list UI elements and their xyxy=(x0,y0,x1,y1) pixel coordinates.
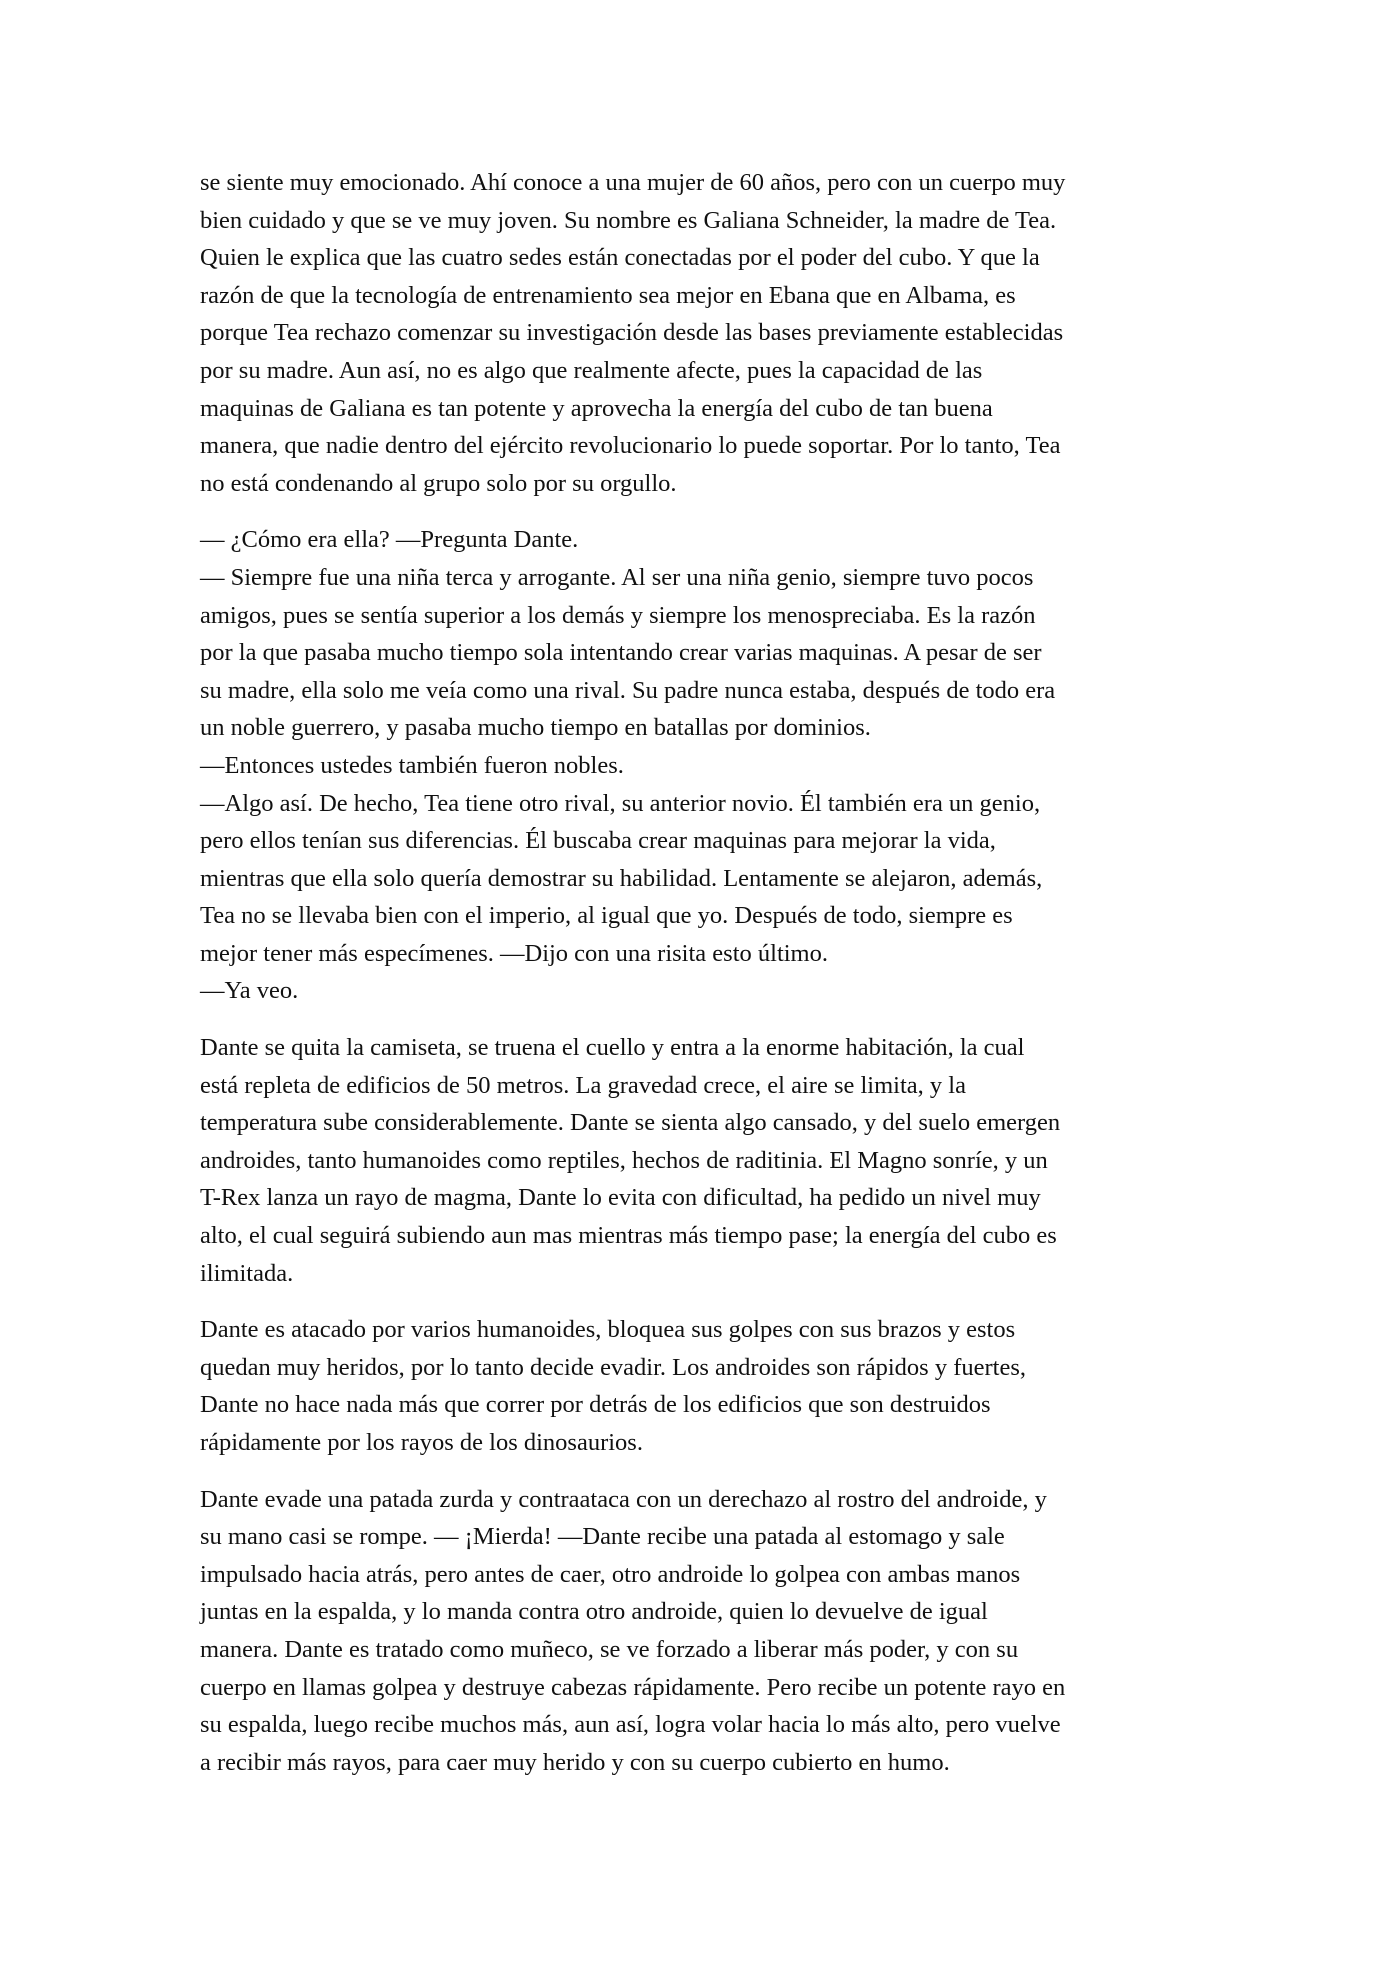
dialogue-block xyxy=(200,521,1230,1010)
dialogue-line: pero ellos tenían sus diferencias. Él buscaba crear maquinas para mejorar la vida, xyxy=(200,827,996,855)
paragraph-5 xyxy=(200,1481,1230,1782)
text-line: maquinas de Galiana es tan potente y aprovecha la energía del cubo de tan buena xyxy=(200,394,993,422)
dialogue-line: —Ya veo. xyxy=(200,977,299,1005)
text-line: temperatura sube considerablemente. Dante se sienta algo cansado, y del suelo emergen xyxy=(200,1109,1061,1137)
dialogue-line: por la que pasaba mucho tiempo sola intentando crear varias maquinas. A pesar de ser xyxy=(200,639,1042,667)
dialogue-line: un noble guerrero, y pasaba mucho tiempo en batallas por dominios. xyxy=(200,714,871,742)
text-line: androides, tanto humanoides como reptiles, hechos de raditinia. El Magno sonríe, y un xyxy=(200,1146,1048,1174)
dialogue-line: amigos, pues se sentía superior a los demás y siempre los menospreciaba. Es la razón xyxy=(200,601,1036,629)
text-line: se siente muy emocionado. Ahí conoce a una mujer de 60 años, pero con un cuerpo muy xyxy=(200,169,1066,196)
dialogue-line: mientras que ella solo quería demostrar su habilidad. Lentamente se alejaron, además, xyxy=(200,864,1043,892)
text-line: está repleta de edificios de 50 metros. La gravedad crece, el aire se limita, y la xyxy=(200,1071,966,1099)
text-line: ilimitada. xyxy=(200,1259,294,1287)
text-line: porque Tea rechazo comenzar su investigación desde las bases previamente establecidas xyxy=(200,319,1064,347)
text-line: Dante no hace nada más que correr por detrás de los edificios que son destruidos xyxy=(200,1391,991,1419)
text-line: T-Rex lanza un rayo de magma, Dante lo evita con dificultad, ha pedido un nivel muy xyxy=(200,1184,1041,1212)
text-line: impulsado hacia atrás, pero antes de caer, otro androide lo golpea con ambas manos xyxy=(200,1560,1021,1588)
dialogue-line: su madre, ella solo me veía como una rival. Su padre nunca estaba, después de todo era xyxy=(200,676,1056,704)
text-line: manera. Dante es tratado como muñeco, se ve forzado a liberar más poder, y con su xyxy=(200,1635,1019,1663)
text-line: su mano casi se rompe. — ¡Mierda! —Dante recibe una patada al estomago y sale xyxy=(200,1523,1005,1551)
dialogue-line: —Entonces ustedes también fueron nobles. xyxy=(200,751,624,779)
paragraph-3 xyxy=(200,1029,1230,1292)
text-line: rápidamente por los rayos de los dinosaurios. xyxy=(200,1429,643,1456)
text-line: Dante evade una patada zurda y contraataca con un derechazo al rostro del androide, y xyxy=(200,1485,1047,1513)
text-line: por su madre. Aun así, no es algo que realmente afecte, pues la capacidad de las xyxy=(200,356,983,384)
text-line: cuerpo en llamas golpea y destruye cabezas rápidamente. Pero recibe un potente rayo en xyxy=(200,1673,1066,1701)
dialogue-line: mejor tener más especímenes. —Dijo con una risita esto último. xyxy=(200,939,828,967)
dialogue-line: — Siempre fue una niña terca y arrogante. Al ser una niña genio, siempre tuvo pocos xyxy=(200,563,1034,591)
text-line: quedan muy heridos, por lo tanto decide evadir. Los androides son rápidos y fuertes, xyxy=(200,1353,1026,1381)
text-line: razón de que la tecnología de entrenamiento sea mejor en Ebana que en Albama, es xyxy=(200,281,1016,309)
document-page xyxy=(200,164,1230,1800)
text-line: juntas en la espalda, y lo manda contra otro androide, quien lo devuelve de igual xyxy=(200,1598,988,1626)
text-line: alto, el cual seguirá subiendo aun mas mientras más tiempo pase; la energía del cubo es xyxy=(200,1222,1057,1250)
text-line: manera, que nadie dentro del ejército revolucionario lo puede soportar. Por lo tanto, Tea xyxy=(200,432,1061,460)
dialogue-line: Tea no se llevaba bien con el imperio, al igual que yo. Después de todo, siempre es xyxy=(200,902,1013,930)
dialogue-line: — ¿Cómo era ella? —Pregunta Dante. xyxy=(200,526,579,554)
paragraph-4 xyxy=(200,1311,1230,1461)
text-line: a recibir más rayos, para caer muy herido y con su cuerpo cubierto en humo. xyxy=(200,1748,950,1776)
text-line: su espalda, luego recibe muchos más, aun así, logra volar hacia lo más alto, pero vuelve xyxy=(200,1711,1061,1739)
text-line: Dante se quita la camiseta, se truena el cuello y entra a la enorme habitación, la cual xyxy=(200,1034,1025,1062)
text-line: no está condenando al grupo solo por su orgullo. xyxy=(200,469,677,497)
text-line: bien cuidado y que se ve muy joven. Su nombre es Galiana Schneider, la madre de Tea. xyxy=(200,206,1057,234)
text-line: Dante es atacado por varios humanoides, bloquea sus golpes con sus brazos y estos xyxy=(200,1316,1016,1344)
dialogue-line: —Algo así. De hecho, Tea tiene otro rival, su anterior novio. Él también era un genio, xyxy=(200,789,1041,817)
text-line: Quien le explica que las cuatro sedes están conectadas por el poder del cubo. Y que la xyxy=(200,244,1040,272)
paragraph-1 xyxy=(200,164,1230,502)
